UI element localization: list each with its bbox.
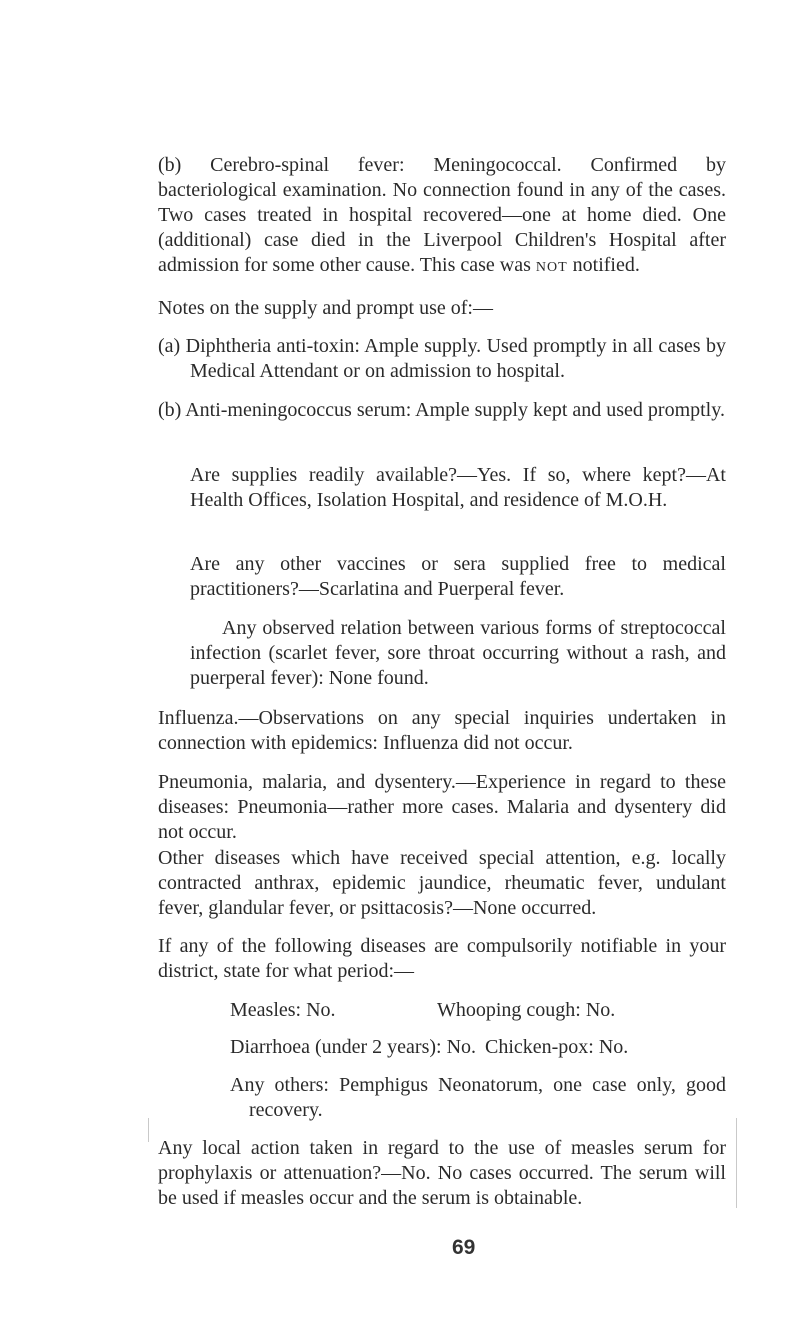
cerebro-spinal-text: (b) Cerebro-spinal fever: Meningococcal. Confirmed by bacteriological examination. No connection found in any of the cases. Two cases treated in hospital recovered—one at home died. One (additional) case died in the Liverpool Children's Hospital after admission for some other cause. This case was <box>158 154 726 276</box>
notifiable-whooping-cough: Whooping cough: No. <box>437 999 616 1021</box>
page-number: 69 <box>452 1236 476 1259</box>
scan-mark-left <box>148 1118 149 1142</box>
notes-meningococcus: (b) Anti-meningococcus serum: Ample supply kept and used promptly. <box>158 399 725 421</box>
notifiable-measles: Measles: No. <box>230 999 336 1021</box>
cerebro-spinal-paragraph <box>158 153 726 278</box>
notifiable-chicken-pox: Chicken-pox: No. <box>485 1036 629 1058</box>
notifiable-intro: If any of the following diseases are compulsorily notifiable in your district, state for what period:— <box>158 935 726 982</box>
notes-vaccines: Are any other vaccines or sera supplied free to medical practitioners?—Scarlatina and Puerperal fever. <box>190 553 726 600</box>
influenza-paragraph: Influenza.—Observations on any special inquiries undertaken in connection with epidemics: Influenza did not occur. <box>158 707 726 754</box>
other-diseases-paragraph: Other diseases which have received special attention, e.g. locally contracted anthrax, epidemic jaundice, rheumatic fever, undulant fever, glandular fever, or psittacosis?—None occurred. <box>158 847 726 919</box>
measles-serum-paragraph: Any local action taken in regard to the use of measles serum for prophylaxis or attenuation?—No. No cases occurred. The serum will be used if measles occur and the serum is obtainable. <box>158 1137 726 1209</box>
notes-streptococcal: Any observed relation between various forms of streptococcal infection (scarlet fever, sore throat occurring without a rash, and puerperal fever): None found. <box>190 617 726 689</box>
notes-diphtheria: (a) Diphtheria anti-toxin: Ample supply. Used promptly in all cases by Medical Attendant or on admission to hospital. <box>158 335 726 382</box>
cerebro-spinal-end: notified. <box>567 254 640 276</box>
pneumonia-paragraph: Pneumonia, malaria, and dysentery.—Experience in regard to these diseases: Pneumonia—rather more cases. Malaria and dysentery did not occur. <box>158 771 726 843</box>
scan-mark-right <box>736 1118 737 1208</box>
notes-intro: Notes on the supply and prompt use of:— <box>158 297 493 319</box>
notifiable-diarrhoea: Diarrhoea (under 2 years): No. <box>230 1036 477 1058</box>
notes-supplies: Are supplies readily available?—Yes. If so, where kept?—At Health Offices, Isolation Hospital, and residence of M.O.H. <box>190 464 726 511</box>
not-small-caps: not <box>535 254 568 276</box>
notifiable-others: Any others: Pemphigus Neonatorum, one case only, good recovery. <box>230 1074 726 1121</box>
